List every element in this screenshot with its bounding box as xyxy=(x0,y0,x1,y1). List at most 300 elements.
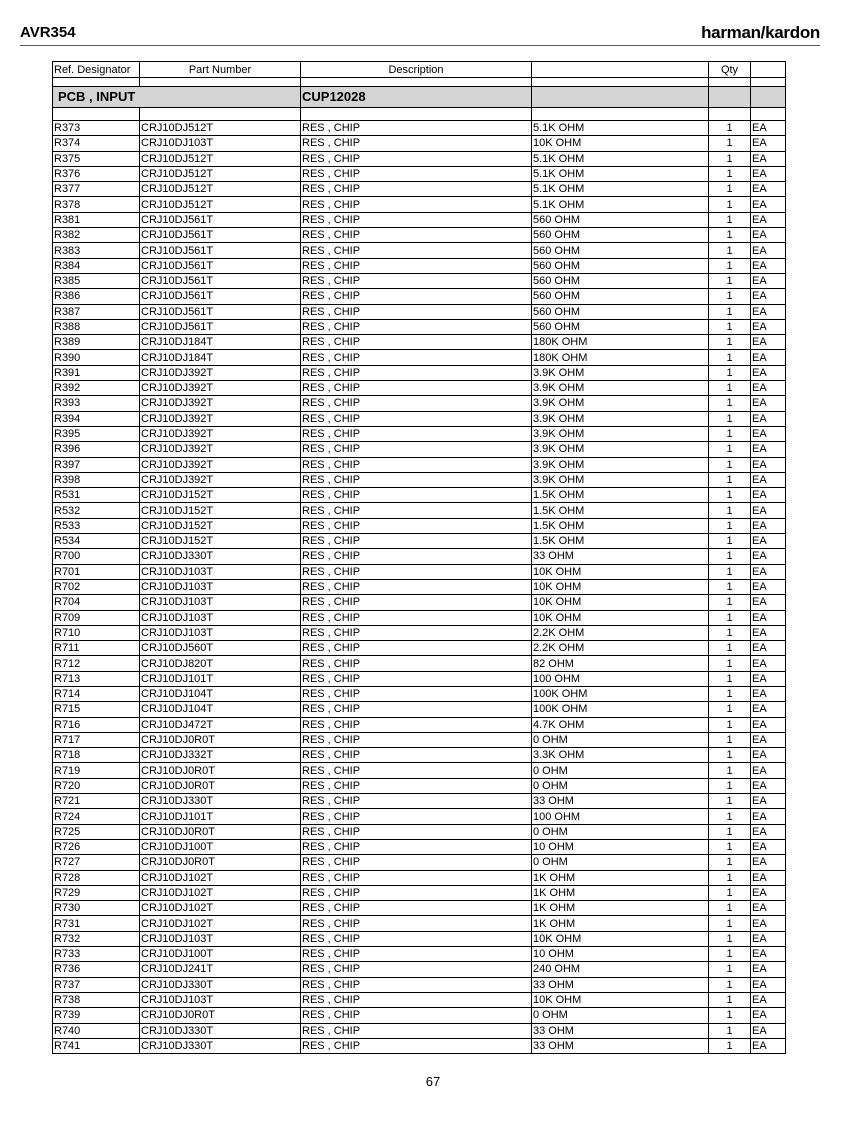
description-cell: RES , CHIP xyxy=(301,641,532,656)
part-number-cell: CRJ10DJ103T xyxy=(140,992,301,1007)
ref-designator-cell: R716 xyxy=(53,717,140,732)
unit-cell: EA xyxy=(751,916,786,931)
description-cell: RES , CHIP xyxy=(301,947,532,962)
col-header-ref: Ref. Designator xyxy=(53,62,140,78)
description-cell: RES , CHIP xyxy=(301,488,532,503)
value-cell: 33 OHM xyxy=(532,1038,709,1053)
table-row xyxy=(53,534,786,549)
table-row xyxy=(53,228,786,243)
value-cell: 560 OHM xyxy=(532,273,709,288)
ref-designator-cell: R704 xyxy=(53,595,140,610)
part-number-cell: CRJ10DJ103T xyxy=(140,579,301,594)
section-label: PCB , INPUT xyxy=(53,87,301,108)
qty-cell: 1 xyxy=(709,228,751,243)
value-cell: 10K OHM xyxy=(532,564,709,579)
part-number-cell: CRJ10DJ512T xyxy=(140,182,301,197)
value-cell: 33 OHM xyxy=(532,794,709,809)
part-number-cell: CRJ10DJ561T xyxy=(140,258,301,273)
qty-cell: 1 xyxy=(709,136,751,151)
qty-cell: 1 xyxy=(709,855,751,870)
unit-cell: EA xyxy=(751,855,786,870)
value-cell: 0 OHM xyxy=(532,763,709,778)
description-cell: RES , CHIP xyxy=(301,518,532,533)
ref-designator-cell: R712 xyxy=(53,656,140,671)
ref-designator-cell: R385 xyxy=(53,273,140,288)
section-part-number: CUP12028 xyxy=(301,87,532,108)
table-row xyxy=(53,778,786,793)
qty-cell: 1 xyxy=(709,947,751,962)
page-number: 67 xyxy=(425,1074,441,1089)
table-row xyxy=(53,488,786,503)
qty-cell: 1 xyxy=(709,166,751,181)
part-number-cell: CRJ10DJ152T xyxy=(140,488,301,503)
unit-cell: EA xyxy=(751,1038,786,1053)
ref-designator-cell: R383 xyxy=(53,243,140,258)
ref-designator-cell: R709 xyxy=(53,610,140,625)
unit-cell: EA xyxy=(751,625,786,640)
ref-designator-cell: R715 xyxy=(53,702,140,717)
description-cell: RES , CHIP xyxy=(301,901,532,916)
value-cell: 10K OHM xyxy=(532,992,709,1007)
unit-cell: EA xyxy=(751,656,786,671)
part-number-cell: CRJ10DJ561T xyxy=(140,212,301,227)
ref-designator-cell: R720 xyxy=(53,778,140,793)
unit-cell: EA xyxy=(751,212,786,227)
unit-cell: EA xyxy=(751,381,786,396)
table-row xyxy=(53,824,786,839)
value-cell: 33 OHM xyxy=(532,1023,709,1038)
table-row xyxy=(53,916,786,931)
description-cell: RES , CHIP xyxy=(301,396,532,411)
table-row xyxy=(53,901,786,916)
value-cell: 2.2K OHM xyxy=(532,641,709,656)
unit-cell: EA xyxy=(751,151,786,166)
value-cell: 0 OHM xyxy=(532,824,709,839)
ref-designator-cell: R729 xyxy=(53,885,140,900)
ref-designator-cell: R718 xyxy=(53,748,140,763)
description-cell: RES , CHIP xyxy=(301,411,532,426)
description-cell: RES , CHIP xyxy=(301,442,532,457)
value-cell: 560 OHM xyxy=(532,243,709,258)
table-row xyxy=(53,304,786,319)
value-cell: 82 OHM xyxy=(532,656,709,671)
description-cell: RES , CHIP xyxy=(301,182,532,197)
part-number-cell: CRJ10DJ103T xyxy=(140,625,301,640)
part-number-cell: CRJ10DJ330T xyxy=(140,1038,301,1053)
unit-cell: EA xyxy=(751,595,786,610)
description-cell: RES , CHIP xyxy=(301,824,532,839)
value-cell: 0 OHM xyxy=(532,778,709,793)
ref-designator-cell: R700 xyxy=(53,549,140,564)
part-number-cell: CRJ10DJ184T xyxy=(140,350,301,365)
description-cell: RES , CHIP xyxy=(301,228,532,243)
part-number-cell: CRJ10DJ103T xyxy=(140,136,301,151)
table-row xyxy=(53,564,786,579)
qty-cell: 1 xyxy=(709,870,751,885)
table-row xyxy=(53,335,786,350)
table-row xyxy=(53,182,786,197)
description-cell: RES , CHIP xyxy=(301,426,532,441)
ref-designator-cell: R394 xyxy=(53,411,140,426)
part-number-cell: CRJ10DJ561T xyxy=(140,304,301,319)
table-row xyxy=(53,289,786,304)
ref-designator-cell: R532 xyxy=(53,503,140,518)
description-cell: RES , CHIP xyxy=(301,457,532,472)
qty-cell: 1 xyxy=(709,350,751,365)
table-row xyxy=(53,748,786,763)
description-cell: RES , CHIP xyxy=(301,564,532,579)
description-cell: RES , CHIP xyxy=(301,335,532,350)
description-cell: RES , CHIP xyxy=(301,885,532,900)
qty-cell: 1 xyxy=(709,151,751,166)
value-cell: 5.1K OHM xyxy=(532,197,709,212)
ref-designator-cell: R730 xyxy=(53,901,140,916)
value-cell: 1.5K OHM xyxy=(532,518,709,533)
value-cell: 560 OHM xyxy=(532,258,709,273)
qty-cell: 1 xyxy=(709,212,751,227)
qty-cell: 1 xyxy=(709,442,751,457)
value-cell: 3.9K OHM xyxy=(532,396,709,411)
part-number-cell: CRJ10DJ0R0T xyxy=(140,763,301,778)
description-cell: RES , CHIP xyxy=(301,748,532,763)
description-cell: RES , CHIP xyxy=(301,671,532,686)
part-number-cell: CRJ10DJ103T xyxy=(140,931,301,946)
value-cell: 0 OHM xyxy=(532,1008,709,1023)
table-row xyxy=(53,656,786,671)
qty-cell: 1 xyxy=(709,962,751,977)
value-cell: 1K OHM xyxy=(532,870,709,885)
value-cell: 1K OHM xyxy=(532,885,709,900)
unit-cell: EA xyxy=(751,182,786,197)
qty-cell: 1 xyxy=(709,396,751,411)
qty-cell: 1 xyxy=(709,977,751,992)
section-row xyxy=(53,87,786,108)
qty-cell: 1 xyxy=(709,534,751,549)
table-row xyxy=(53,396,786,411)
ref-designator-cell: R738 xyxy=(53,992,140,1007)
value-cell: 3.3K OHM xyxy=(532,748,709,763)
table-row xyxy=(53,350,786,365)
ref-designator-cell: R740 xyxy=(53,1023,140,1038)
table-row xyxy=(53,549,786,564)
qty-cell: 1 xyxy=(709,901,751,916)
ref-designator-cell: R728 xyxy=(53,870,140,885)
header-divider xyxy=(20,45,820,46)
table-row xyxy=(53,503,786,518)
value-cell: 560 OHM xyxy=(532,228,709,243)
table-row xyxy=(53,962,786,977)
qty-cell: 1 xyxy=(709,1038,751,1053)
ref-designator-cell: R382 xyxy=(53,228,140,243)
description-cell: RES , CHIP xyxy=(301,1008,532,1023)
part-number-cell: CRJ10DJ102T xyxy=(140,901,301,916)
table-row xyxy=(53,518,786,533)
unit-cell: EA xyxy=(751,977,786,992)
value-cell: 180K OHM xyxy=(532,350,709,365)
table-row xyxy=(53,702,786,717)
table-row xyxy=(53,641,786,656)
table-row xyxy=(53,273,786,288)
value-cell: 3.9K OHM xyxy=(532,381,709,396)
part-number-cell: CRJ10DJ0R0T xyxy=(140,1008,301,1023)
table-row xyxy=(53,1038,786,1053)
unit-cell: EA xyxy=(751,319,786,334)
ref-designator-cell: R534 xyxy=(53,534,140,549)
unit-cell: EA xyxy=(751,273,786,288)
ref-designator-cell: R724 xyxy=(53,809,140,824)
description-cell: RES , CHIP xyxy=(301,763,532,778)
description-cell: RES , CHIP xyxy=(301,916,532,931)
description-cell: RES , CHIP xyxy=(301,212,532,227)
unit-cell: EA xyxy=(751,778,786,793)
unit-cell: EA xyxy=(751,564,786,579)
description-cell: RES , CHIP xyxy=(301,197,532,212)
qty-cell: 1 xyxy=(709,748,751,763)
ref-designator-cell: R395 xyxy=(53,426,140,441)
qty-cell: 1 xyxy=(709,885,751,900)
table-row xyxy=(53,855,786,870)
part-number-cell: CRJ10DJ0R0T xyxy=(140,732,301,747)
qty-cell: 1 xyxy=(709,549,751,564)
table-row xyxy=(53,381,786,396)
table-row xyxy=(53,977,786,992)
unit-cell: EA xyxy=(751,717,786,732)
qty-cell: 1 xyxy=(709,381,751,396)
value-cell: 5.1K OHM xyxy=(532,121,709,136)
qty-cell: 1 xyxy=(709,1008,751,1023)
value-cell: 4.7K OHM xyxy=(532,717,709,732)
unit-cell: EA xyxy=(751,748,786,763)
unit-cell: EA xyxy=(751,228,786,243)
ref-designator-cell: R725 xyxy=(53,824,140,839)
value-cell: 100K OHM xyxy=(532,686,709,701)
description-cell: RES , CHIP xyxy=(301,778,532,793)
table-row xyxy=(53,794,786,809)
description-cell: RES , CHIP xyxy=(301,717,532,732)
qty-cell: 1 xyxy=(709,641,751,656)
qty-cell: 1 xyxy=(709,579,751,594)
value-cell: 0 OHM xyxy=(532,732,709,747)
ref-designator-cell: R736 xyxy=(53,962,140,977)
part-number-cell: CRJ10DJ561T xyxy=(140,289,301,304)
ref-designator-cell: R713 xyxy=(53,671,140,686)
col-header-unit xyxy=(751,62,786,78)
ref-designator-cell: R717 xyxy=(53,732,140,747)
qty-cell: 1 xyxy=(709,931,751,946)
unit-cell: EA xyxy=(751,396,786,411)
part-number-cell: CRJ10DJ330T xyxy=(140,1023,301,1038)
table-row xyxy=(53,885,786,900)
value-cell: 5.1K OHM xyxy=(532,182,709,197)
ref-designator-cell: R719 xyxy=(53,763,140,778)
qty-cell: 1 xyxy=(709,595,751,610)
description-cell: RES , CHIP xyxy=(301,381,532,396)
value-cell: 10K OHM xyxy=(532,595,709,610)
qty-cell: 1 xyxy=(709,763,751,778)
description-cell: RES , CHIP xyxy=(301,794,532,809)
part-number-cell: CRJ10DJ330T xyxy=(140,977,301,992)
qty-cell: 1 xyxy=(709,182,751,197)
qty-cell: 1 xyxy=(709,1023,751,1038)
part-number-cell: CRJ10DJ103T xyxy=(140,564,301,579)
unit-cell: EA xyxy=(751,304,786,319)
qty-cell: 1 xyxy=(709,916,751,931)
ref-designator-cell: R701 xyxy=(53,564,140,579)
qty-cell: 1 xyxy=(709,992,751,1007)
unit-cell: EA xyxy=(751,289,786,304)
part-number-cell: CRJ10DJ560T xyxy=(140,641,301,656)
table-row xyxy=(53,809,786,824)
qty-cell: 1 xyxy=(709,335,751,350)
table-row xyxy=(53,870,786,885)
description-cell: RES , CHIP xyxy=(301,350,532,365)
qty-cell: 1 xyxy=(709,809,751,824)
unit-cell: EA xyxy=(751,365,786,380)
qty-cell: 1 xyxy=(709,319,751,334)
col-header-qty: Qty xyxy=(709,62,751,78)
value-cell: 560 OHM xyxy=(532,319,709,334)
qty-cell: 1 xyxy=(709,258,751,273)
table-row xyxy=(53,136,786,151)
description-cell: RES , CHIP xyxy=(301,931,532,946)
description-cell: RES , CHIP xyxy=(301,579,532,594)
unit-cell: EA xyxy=(751,1023,786,1038)
unit-cell: EA xyxy=(751,686,786,701)
ref-designator-cell: R397 xyxy=(53,457,140,472)
part-number-cell: CRJ10DJ392T xyxy=(140,426,301,441)
value-cell: 560 OHM xyxy=(532,212,709,227)
table-row xyxy=(53,442,786,457)
unit-cell: EA xyxy=(751,671,786,686)
table-row xyxy=(53,1008,786,1023)
unit-cell: EA xyxy=(751,931,786,946)
qty-cell: 1 xyxy=(709,273,751,288)
value-cell: 1.5K OHM xyxy=(532,503,709,518)
value-cell: 3.9K OHM xyxy=(532,472,709,487)
part-number-cell: CRJ10DJ102T xyxy=(140,885,301,900)
unit-cell: EA xyxy=(751,579,786,594)
qty-cell: 1 xyxy=(709,656,751,671)
table-row xyxy=(53,931,786,946)
part-number-cell: CRJ10DJ103T xyxy=(140,595,301,610)
col-header-value xyxy=(532,62,709,78)
part-number-cell: CRJ10DJ561T xyxy=(140,228,301,243)
part-number-cell: CRJ10DJ820T xyxy=(140,656,301,671)
part-number-cell: CRJ10DJ0R0T xyxy=(140,855,301,870)
qty-cell: 1 xyxy=(709,625,751,640)
value-cell: 560 OHM xyxy=(532,304,709,319)
part-number-cell: CRJ10DJ104T xyxy=(140,686,301,701)
qty-cell: 1 xyxy=(709,702,751,717)
value-cell: 3.9K OHM xyxy=(532,457,709,472)
description-cell: RES , CHIP xyxy=(301,1038,532,1053)
description-cell: RES , CHIP xyxy=(301,319,532,334)
table-row xyxy=(53,686,786,701)
description-cell: RES , CHIP xyxy=(301,809,532,824)
part-number-cell: CRJ10DJ102T xyxy=(140,916,301,931)
unit-cell: EA xyxy=(751,166,786,181)
unit-cell: EA xyxy=(751,885,786,900)
table-row xyxy=(53,472,786,487)
value-cell: 3.9K OHM xyxy=(532,411,709,426)
description-cell: RES , CHIP xyxy=(301,702,532,717)
part-number-cell: CRJ10DJ0R0T xyxy=(140,824,301,839)
brand-logo: harman/kardon xyxy=(701,23,820,42)
ref-designator-cell: R531 xyxy=(53,488,140,503)
description-cell: RES , CHIP xyxy=(301,151,532,166)
value-cell: 1.5K OHM xyxy=(532,534,709,549)
ref-designator-cell: R374 xyxy=(53,136,140,151)
description-cell: RES , CHIP xyxy=(301,258,532,273)
part-number-cell: CRJ10DJ241T xyxy=(140,962,301,977)
ref-designator-cell: R731 xyxy=(53,916,140,931)
table-row xyxy=(53,595,786,610)
unit-cell: EA xyxy=(751,947,786,962)
value-cell: 10K OHM xyxy=(532,136,709,151)
ref-designator-cell: R387 xyxy=(53,304,140,319)
description-cell: RES , CHIP xyxy=(301,732,532,747)
description-cell: RES , CHIP xyxy=(301,977,532,992)
table-row xyxy=(53,426,786,441)
ref-designator-cell: R721 xyxy=(53,794,140,809)
unit-cell: EA xyxy=(751,732,786,747)
value-cell: 33 OHM xyxy=(532,977,709,992)
unit-cell: EA xyxy=(751,641,786,656)
qty-cell: 1 xyxy=(709,564,751,579)
qty-cell: 1 xyxy=(709,732,751,747)
qty-cell: 1 xyxy=(709,717,751,732)
description-cell: RES , CHIP xyxy=(301,595,532,610)
description-cell: RES , CHIP xyxy=(301,839,532,854)
qty-cell: 1 xyxy=(709,472,751,487)
part-number-cell: CRJ10DJ392T xyxy=(140,457,301,472)
unit-cell: EA xyxy=(751,488,786,503)
value-cell: 1.5K OHM xyxy=(532,488,709,503)
part-number-cell: CRJ10DJ512T xyxy=(140,166,301,181)
ref-designator-cell: R377 xyxy=(53,182,140,197)
unit-cell: EA xyxy=(751,549,786,564)
table-row xyxy=(53,1023,786,1038)
part-number-cell: CRJ10DJ102T xyxy=(140,870,301,885)
value-cell: 10K OHM xyxy=(532,579,709,594)
section-blank xyxy=(709,87,751,108)
table-row xyxy=(53,212,786,227)
qty-cell: 1 xyxy=(709,304,751,319)
description-cell: RES , CHIP xyxy=(301,472,532,487)
qty-cell: 1 xyxy=(709,488,751,503)
qty-cell: 1 xyxy=(709,411,751,426)
unit-cell: EA xyxy=(751,121,786,136)
part-number-cell: CRJ10DJ512T xyxy=(140,197,301,212)
unit-cell: EA xyxy=(751,870,786,885)
table-row xyxy=(53,839,786,854)
unit-cell: EA xyxy=(751,426,786,441)
table-row xyxy=(53,197,786,212)
ref-designator-cell: R726 xyxy=(53,839,140,854)
qty-cell: 1 xyxy=(709,457,751,472)
ref-designator-cell: R711 xyxy=(53,641,140,656)
table-row xyxy=(53,243,786,258)
value-cell: 560 OHM xyxy=(532,289,709,304)
qty-cell: 1 xyxy=(709,839,751,854)
value-cell: 100K OHM xyxy=(532,702,709,717)
description-cell: RES , CHIP xyxy=(301,686,532,701)
ref-designator-cell: R710 xyxy=(53,625,140,640)
description-cell: RES , CHIP xyxy=(301,549,532,564)
description-cell: RES , CHIP xyxy=(301,365,532,380)
qty-cell: 1 xyxy=(709,686,751,701)
unit-cell: EA xyxy=(751,824,786,839)
